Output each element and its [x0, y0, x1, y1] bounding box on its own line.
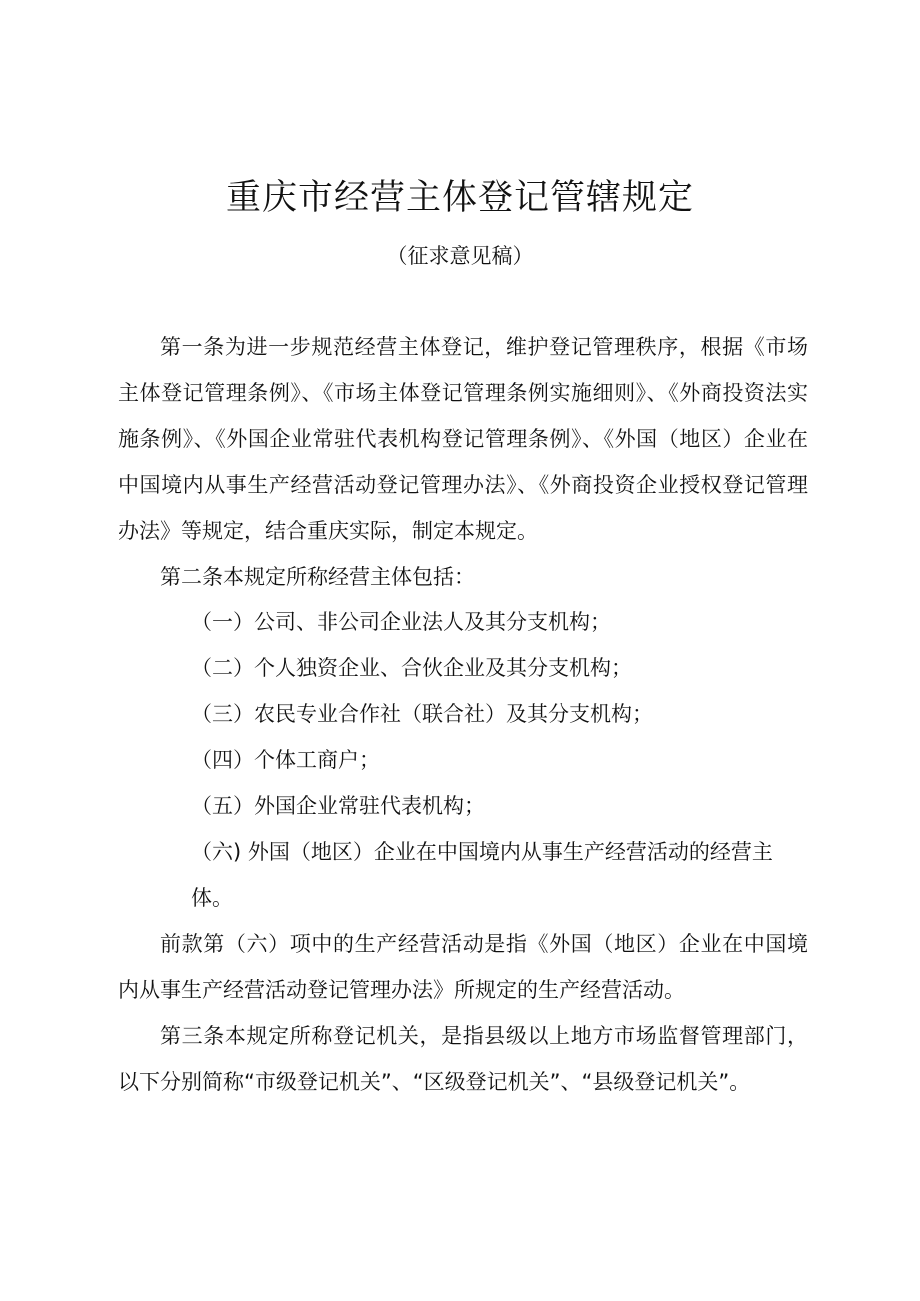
article-1: 第一条为进一步规范经营主体登记，维护登记管理秩序，根据《市场主体登记管理条例》、《市场主体登记管理条例实施细则》、《外商投资法实施条例》、《外国企业常驻代表机构登记管理条例》、《外国（地区）企业在中国境内从事生产经营活动登记管理办法》、《外商投资企业授权登记管理办法》等规定，结合重庆实际，制定本规定。: [118, 335, 808, 543]
article-2-item-1: （一）公司、非公司企业法人及其分支机构；: [191, 610, 611, 635]
article-2-note: 前款第（六）项中的生产经营活动是指《外国（地区）企业在中国境内从事生产经营活动登记管理办法》所规定的生产经营活动。: [118, 931, 808, 1002]
article-2-item-3: （三）农民专业合作社（联合社）及其分支机构；: [191, 702, 653, 727]
article-3: 第三条本规定所称登记机关，是指县级以上地方市场监督管理部门，以下分别简称“市级登记机关”、“区级登记机关”、“县级登记机关”。: [118, 1023, 808, 1094]
article-2-item-2: （二）个人独资企业、合伙企业及其分支机构；: [191, 656, 632, 681]
document-body: [118, 325, 808, 1105]
article-2-item-5: （五）外国企业常驻代表机构；: [191, 794, 485, 819]
article-2-intro: 第二条本规定所称经营主体包括：: [160, 564, 475, 589]
document-subtitle: （征求意见稿）: [386, 244, 534, 268]
article-2-item-4: （四）个体工商户；: [191, 748, 380, 773]
article-2-item-6: （六) 外国（地区）企业在中国境内从事生产经营活动的经营主体。: [191, 839, 773, 910]
document-title: 重庆市经营主体登记管辖规定: [225, 178, 694, 218]
